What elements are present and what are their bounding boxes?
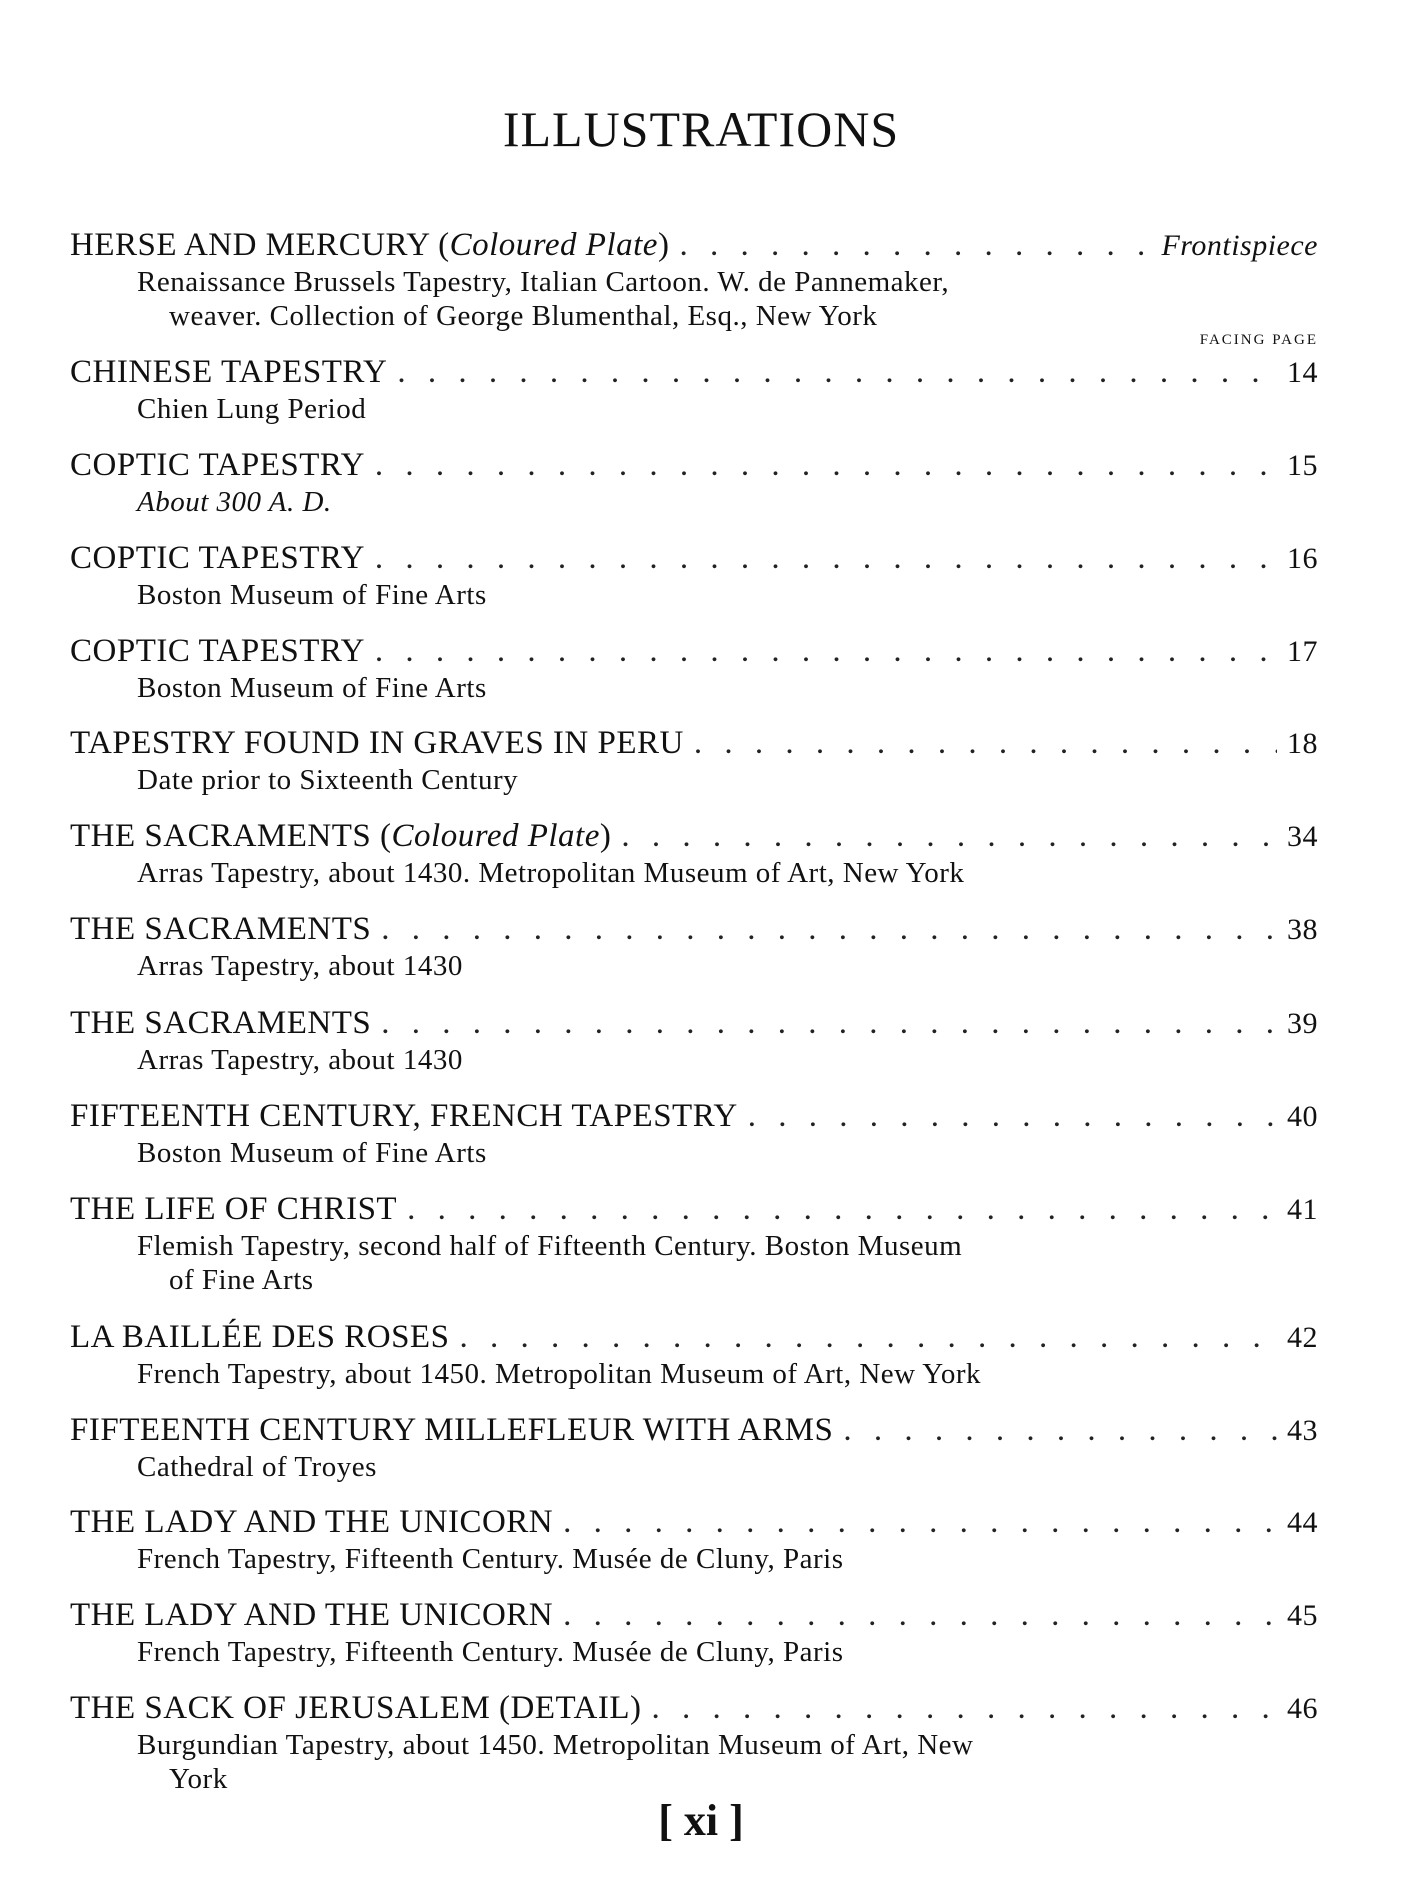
list-item xyxy=(70,1503,1318,1576)
entry-title-text: THE SACRAMENTS xyxy=(70,1005,372,1041)
entry-title: HERSE AND MERCURY (Coloured Plate) xyxy=(70,227,670,263)
dot-leader xyxy=(375,539,1277,577)
entry-heading xyxy=(70,539,1318,578)
list-item xyxy=(70,226,1318,333)
entry-description: of Fine Arts xyxy=(169,1264,314,1296)
entry-heading xyxy=(70,1596,1318,1635)
entry-description: French Tapestry, Fifteenth Century. Musée de Cluny, Paris xyxy=(137,1636,844,1668)
list-item xyxy=(70,817,1318,890)
list-item xyxy=(70,539,1318,612)
dot-leader xyxy=(459,1318,1277,1356)
entry-description: Flemish Tapestry, second half of Fifteenth Century. Boston Museum xyxy=(137,1230,963,1262)
entry-description: About 300 A. D. xyxy=(137,486,332,518)
dot-leader xyxy=(381,1004,1277,1042)
entry-title xyxy=(70,1503,553,1541)
entry-title xyxy=(70,1689,642,1727)
entry-title-text: FIFTEENTH CENTURY, FRENCH TAPESTRY xyxy=(70,1098,738,1134)
dot-leader xyxy=(652,1689,1277,1727)
dot-leader xyxy=(407,1190,1277,1228)
dot-leader xyxy=(748,1097,1277,1135)
entry-title xyxy=(70,353,387,391)
dot-leader xyxy=(621,817,1277,855)
entry-note: Coloured Plate xyxy=(449,227,658,263)
entry-title xyxy=(70,446,365,484)
list-item xyxy=(70,1004,1318,1077)
list-item xyxy=(70,446,1318,519)
dot-leader xyxy=(397,353,1277,391)
entry-description: Boston Museum of Fine Arts xyxy=(137,1137,487,1169)
entry-title xyxy=(70,724,684,762)
entry-page: 14 xyxy=(1287,356,1318,389)
list-item xyxy=(70,724,1318,797)
entry-description: Renaissance Brussels Tapestry, Italian Cartoon. W. de Pannemaker, xyxy=(137,266,950,298)
entry-title-text: THE SACRAMENTS xyxy=(70,818,372,854)
entry-page: 39 xyxy=(1287,1007,1318,1040)
entry-description: Burgundian Tapestry, about 1450. Metropolitan Museum of Art, New xyxy=(137,1729,974,1761)
entry-description: Arras Tapestry, about 1430 xyxy=(137,950,463,982)
entry-heading xyxy=(70,226,1318,265)
entry-heading xyxy=(70,446,1318,485)
entry-heading xyxy=(70,632,1318,671)
entry-title xyxy=(70,1004,371,1042)
dot-leader xyxy=(381,910,1277,948)
list-item xyxy=(70,632,1318,705)
entry-page: 42 xyxy=(1287,1321,1318,1354)
entry-heading xyxy=(70,1004,1318,1043)
entry-title-text: THE LIFE OF CHRIST xyxy=(70,1191,398,1227)
entry-page: 43 xyxy=(1287,1414,1318,1447)
entry-title-text: CHINESE TAPESTRY xyxy=(70,354,388,390)
dot-leader xyxy=(694,724,1277,762)
entry-title xyxy=(70,1318,449,1356)
entry-page: 16 xyxy=(1287,542,1318,575)
dot-leader xyxy=(375,446,1277,484)
entry-page: Frontispiece xyxy=(1161,229,1318,262)
entry-title xyxy=(70,632,365,670)
entry-description: French Tapestry, Fifteenth Century. Musée de Cluny, Paris xyxy=(137,1543,844,1575)
entry-page: 45 xyxy=(1287,1599,1318,1632)
entry-page: 17 xyxy=(1287,635,1318,668)
entry-note: Coloured Plate xyxy=(391,818,600,854)
entry-heading xyxy=(70,1411,1318,1450)
dot-leader xyxy=(679,226,1151,264)
entry-title xyxy=(70,1411,833,1449)
entry-page: 15 xyxy=(1287,449,1318,482)
entry-description: Boston Museum of Fine Arts xyxy=(137,579,487,611)
list-item xyxy=(70,1097,1318,1170)
entry-title-text: LA BAILLÉE DES ROSES xyxy=(70,1319,450,1355)
list-item xyxy=(70,910,1318,983)
entry-title-text: THE LADY AND THE UNICORN xyxy=(70,1504,554,1540)
entry-heading xyxy=(70,724,1318,763)
entry-title-text: THE LADY AND THE UNICORN xyxy=(70,1597,554,1633)
list-item xyxy=(70,1190,1318,1297)
dot-leader xyxy=(375,632,1277,670)
entry-heading xyxy=(70,1097,1318,1136)
entry-heading xyxy=(70,1503,1318,1542)
entry-title-text: THE SACK OF JERUSALEM (DETAIL) xyxy=(70,1690,642,1726)
entry-page: 40 xyxy=(1287,1100,1318,1133)
entry-heading xyxy=(70,353,1318,392)
entry-page: 46 xyxy=(1287,1692,1318,1725)
entry-title-text: COPTIC TAPESTRY xyxy=(70,633,365,669)
entry-description: Date prior to Sixteenth Century xyxy=(137,764,519,796)
entry-description: Boston Museum of Fine Arts xyxy=(137,672,487,704)
entry-title-text: TAPESTRY FOUND IN GRAVES IN PERU xyxy=(70,725,684,761)
entry-title xyxy=(70,910,371,948)
entry-title xyxy=(70,1596,553,1634)
list-item xyxy=(70,1689,1318,1796)
list-item xyxy=(70,353,1318,426)
entry-heading xyxy=(70,817,1318,856)
list-item xyxy=(70,1411,1318,1484)
entry-title-text: COPTIC TAPESTRY xyxy=(70,447,365,483)
entry-description: Chien Lung Period xyxy=(137,393,367,425)
page-title: ILLUSTRATIONS xyxy=(502,101,900,157)
entry-description: York xyxy=(169,1763,228,1795)
list-item xyxy=(70,1318,1318,1391)
entry-title-text: COPTIC TAPESTRY xyxy=(70,540,365,576)
entry-title xyxy=(70,539,365,577)
entry-page: 44 xyxy=(1287,1506,1318,1539)
entry-title-text: FIFTEENTH CENTURY MILLEFLEUR WITH ARMS xyxy=(70,1412,834,1448)
entry-description: weaver. Collection of George Blumenthal, Esq., New York xyxy=(169,300,878,332)
entry-title: THE SACRAMENTS (Coloured Plate) xyxy=(70,818,612,854)
entry-page: 18 xyxy=(1287,727,1318,760)
entry-description: Arras Tapestry, about 1430 xyxy=(137,1044,463,1076)
entry-title xyxy=(70,1097,738,1135)
entry-heading xyxy=(70,910,1318,949)
entry-heading xyxy=(70,1689,1318,1728)
list-item xyxy=(70,1596,1318,1669)
dot-leader xyxy=(563,1503,1277,1541)
entry-page: 41 xyxy=(1287,1193,1318,1226)
facing-page-label: FACING PAGE xyxy=(1199,332,1318,348)
entry-description: Arras Tapestry, about 1430. Metropolitan Museum of Art, New York xyxy=(137,857,965,889)
dot-leader xyxy=(563,1596,1277,1634)
entry-title xyxy=(70,1190,397,1228)
entry-description: Cathedral of Troyes xyxy=(137,1451,377,1483)
entry-heading xyxy=(70,1190,1318,1229)
entry-page: 34 xyxy=(1287,820,1318,853)
entry-title-text: HERSE AND MERCURY xyxy=(70,227,430,263)
dot-leader xyxy=(843,1411,1277,1449)
entry-heading xyxy=(70,1318,1318,1357)
entry-description: French Tapestry, about 1450. Metropolitan Museum of Art, New York xyxy=(137,1358,981,1390)
entry-page: 38 xyxy=(1287,913,1318,946)
entry-title-text: THE SACRAMENTS xyxy=(70,911,372,947)
page-number: [ xi ] xyxy=(658,1796,744,1845)
